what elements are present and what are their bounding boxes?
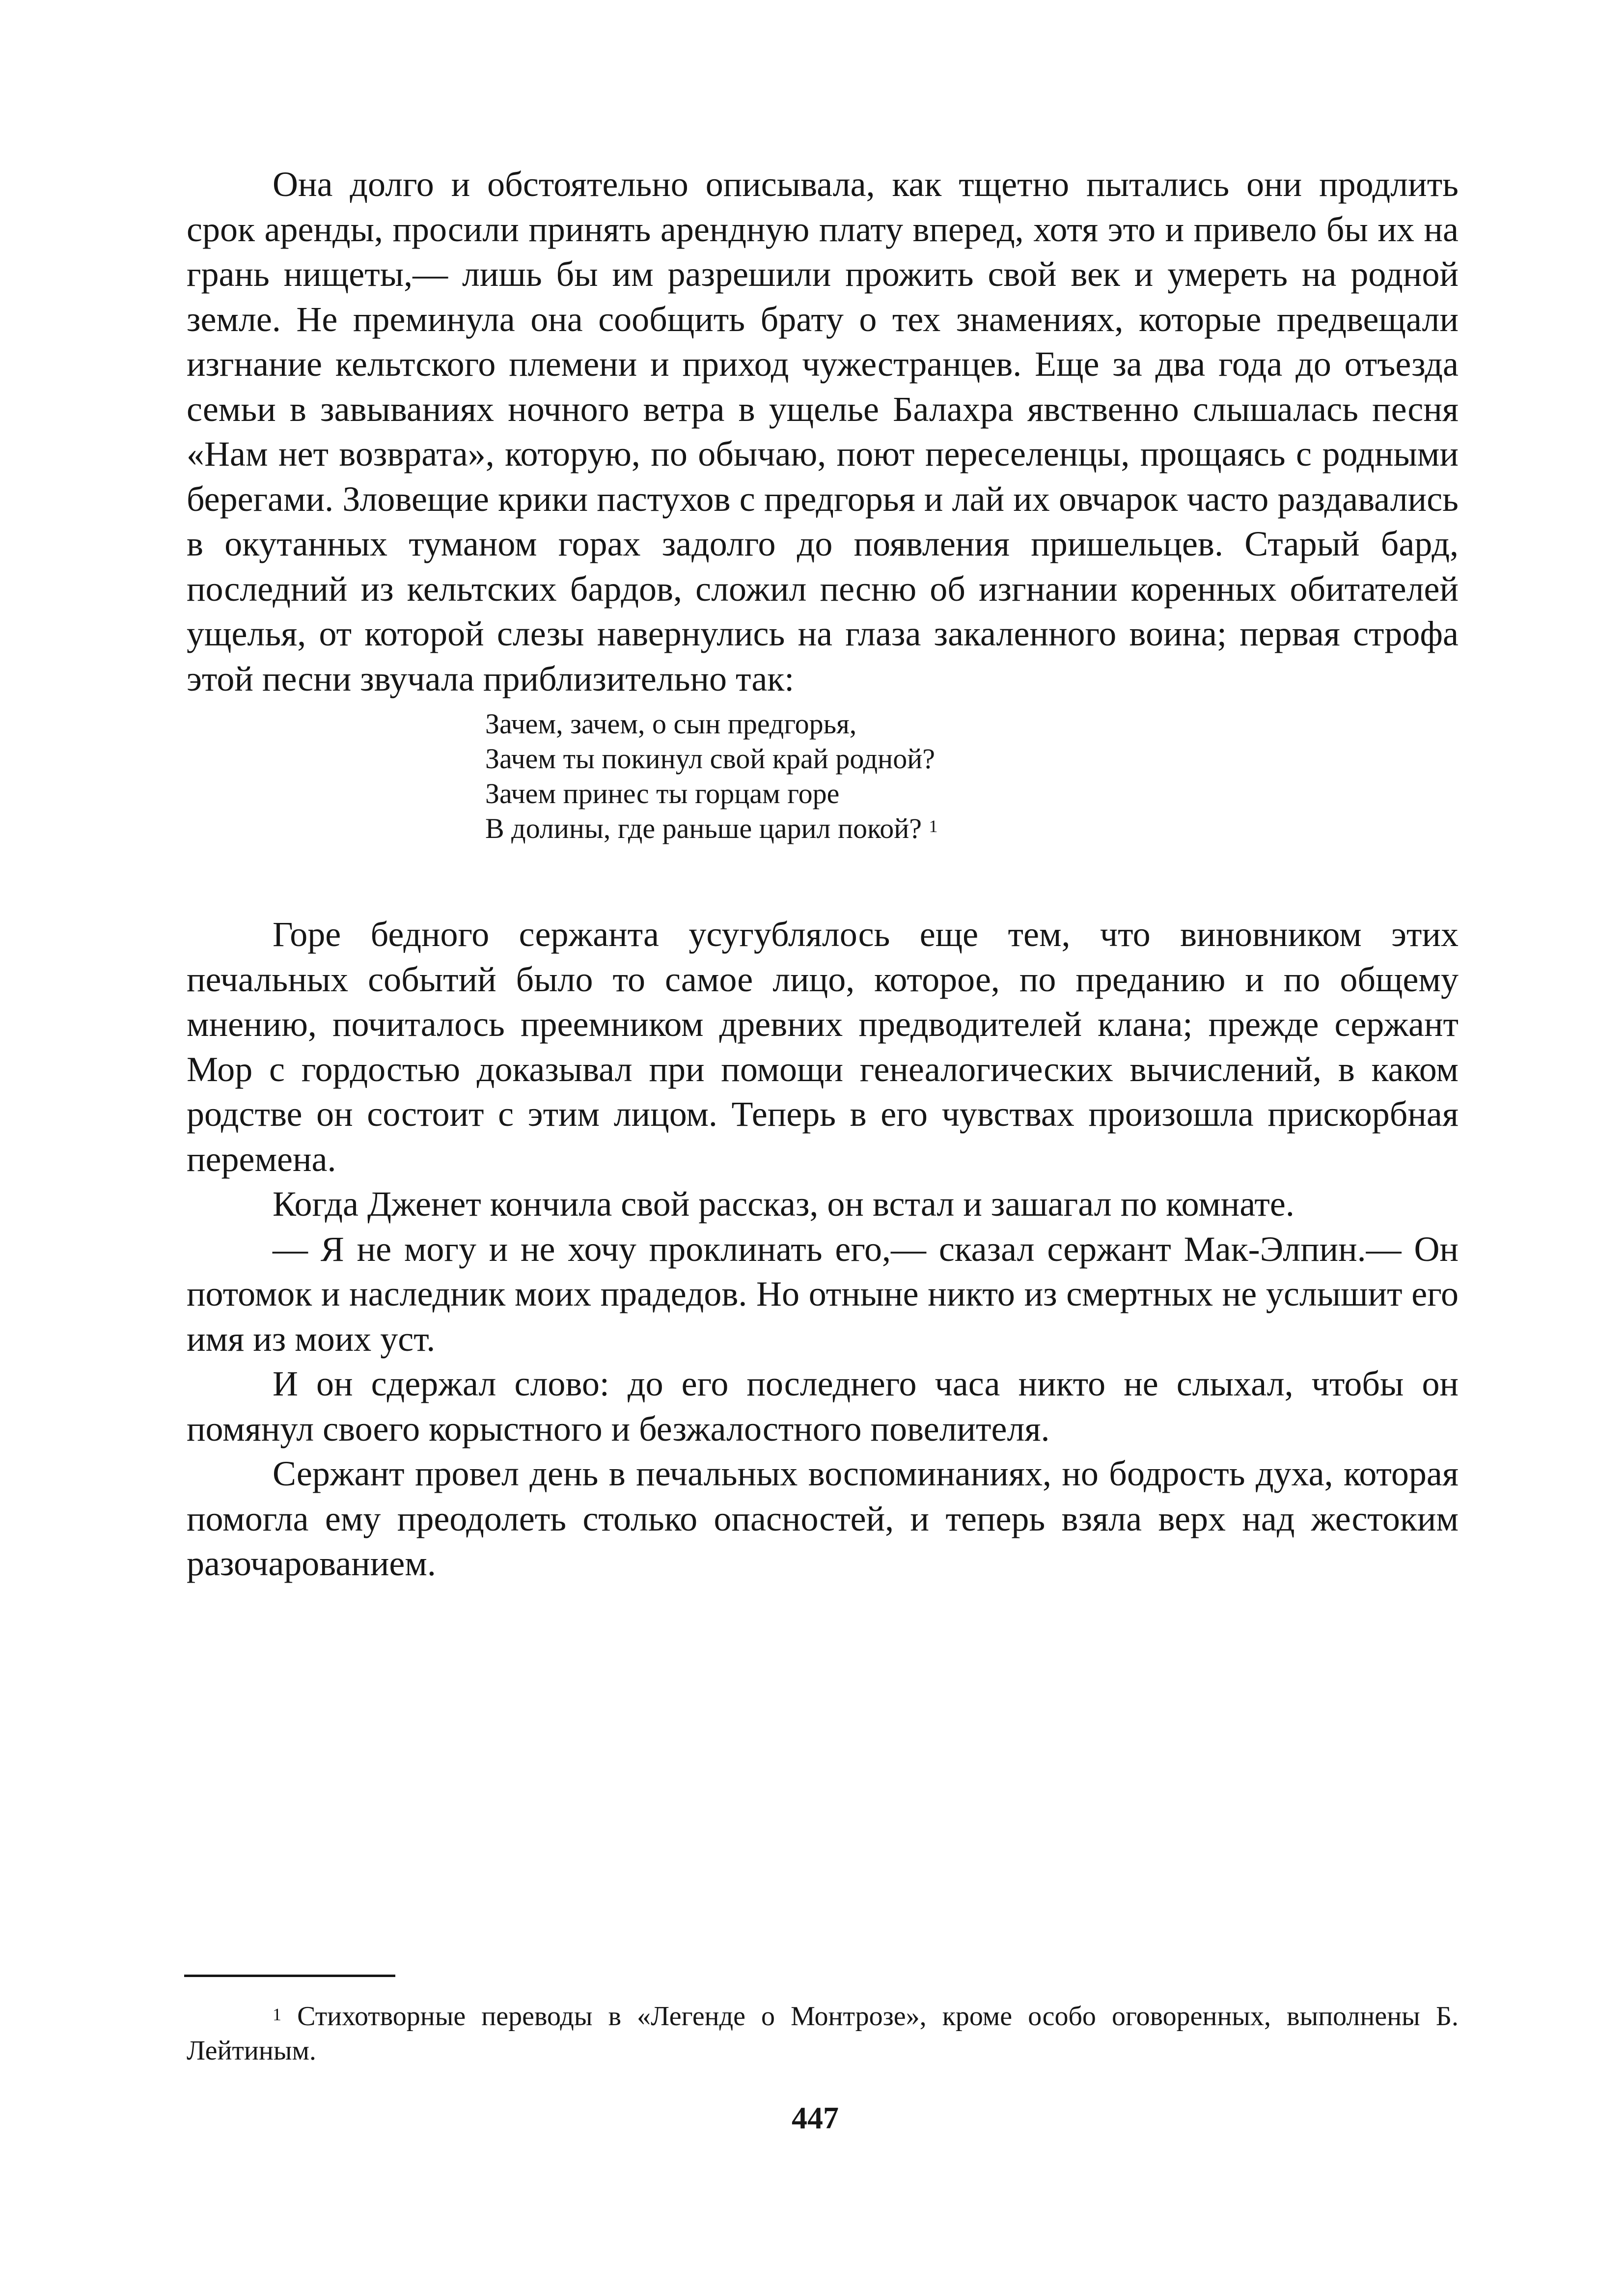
paragraph-3: Когда Дженет кончила свой рассказ, он встал и зашагал по комнате. bbox=[273, 1184, 1294, 1224]
footnote-marker: 1 bbox=[273, 2005, 281, 2024]
verse-stanza bbox=[485, 706, 1459, 846]
paragraph-2: Горе бедного сержанта усугублялось еще тем, что виновником этих печальных событий было то самое лицо, которое, по преданию и по общему мнению, почиталось преемником древних предводителей клана; прежде сержант Мор с гордостью доказывал при помощи генеалогических вычислений, в каком родстве он состоит с этим лицом. Теперь в его чувствах произошла прискорбная перемена. bbox=[187, 915, 1459, 1179]
verse-line-1: Зачем, зачем, о сын предгорья, bbox=[485, 708, 857, 740]
paragraph-1: Она долго и обстоятельно описывала, как тщетно пытались они продлить срок аренды, просили принять арендную плату вперед, хотя это и привело бы их на грань нищеты,— лишь бы им разрешили прожить свой век и умереть на родной земле. Не преминула она сообщить брату о тех знамениях, которые предвещали изгнание кельтского племени и приход чужестранцев. Еще за два года до отъезда семьи в завываниях ночного ветра в ущелье Балахра явственно слышалась песня «Нам нет возврата», которую, по обычаю, поют переселенцы, прощаясь с родными берегами. Зловещие крики пастухов с предгорья и лай их овчарок часто раздавались в окутанных туманом горах задолго до появления пришельцев. Старый бард, последний из кельтских бардов, сложил песню об изгнании коренных обитателей ущелья, от которой слезы навернулись на глаза закаленного воина; первая строфа этой песни звучала приблизительно так: bbox=[187, 165, 1459, 698]
paragraph-4: — Я не могу и не хочу проклинать его,— сказал сержант Мак-Элпин.— Он потомок и наследник моих прадедов. Но отныне никто из смертных не услышит его имя из моих уст. bbox=[187, 1229, 1459, 1359]
verse-line-4-wrapper bbox=[485, 811, 1459, 846]
footnote-text: Стихотворные переводы в «Легенде о Монтрозе», кроме особо оговоренных, выполнены Б. Лейтиным. bbox=[187, 2001, 1459, 2066]
verse-line-3: Зачем принес ты горцам горе bbox=[485, 778, 840, 809]
page-number: 447 bbox=[792, 2100, 839, 2135]
main-text bbox=[187, 162, 1459, 1587]
footnote-divider bbox=[184, 1975, 395, 1977]
footnote-reference: 1 bbox=[929, 816, 938, 836]
verse-line-4: В долины, где раньше царил покой? bbox=[485, 812, 922, 844]
paragraph-6: Сержант провел день в печальных воспоминаниях, но бодрость духа, которая помогла ему преодолеть столько опасностей, и теперь взяла верх над жестоким разочарованием. bbox=[187, 1454, 1459, 1583]
verse-line-2: Зачем ты покинул свой край родной? bbox=[485, 743, 935, 775]
footnote bbox=[187, 1999, 1459, 2068]
paragraph-5: И он сдержал слово: до его последнего часа никто не слыхал, чтобы он помянул своего корыстного и безжалостного повелителя. bbox=[187, 1364, 1459, 1449]
